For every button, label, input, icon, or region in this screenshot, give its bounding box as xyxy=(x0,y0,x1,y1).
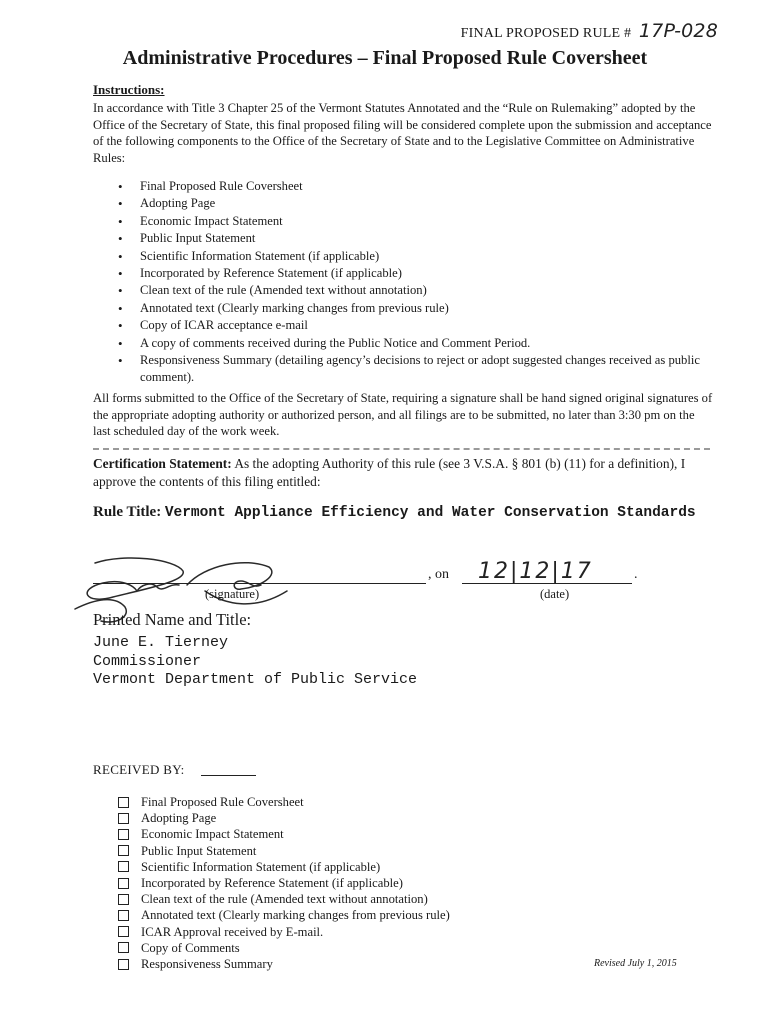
checkbox-label: Economic Impact Statement xyxy=(141,827,284,842)
rule-number-label: FINAL PROPOSED RULE # xyxy=(460,26,632,41)
signer-department: Vermont Department of Public Service xyxy=(93,671,418,689)
checkbox[interactable] xyxy=(118,829,129,840)
rule-title xyxy=(93,502,713,523)
list-item: • Final Proposed Rule Coversheet xyxy=(118,178,718,195)
list-item xyxy=(118,956,450,972)
component-checklist xyxy=(118,178,718,387)
list-item: • Public Input Statement xyxy=(118,230,718,247)
checkbox-label: Public Input Statement xyxy=(141,843,257,858)
list-item xyxy=(118,891,450,907)
certification-label: Certification Statement: xyxy=(93,456,232,471)
list-item: • Scientific Information Statement (if applicable) xyxy=(118,248,718,265)
checkbox[interactable] xyxy=(118,926,129,937)
list-item: • A copy of comments received during the Public Notice and Comment Period. xyxy=(118,335,718,352)
checkbox[interactable] xyxy=(118,797,129,808)
list-item xyxy=(118,843,450,859)
checkbox-label: Annotated text (Clearly marking changes from previous rule) xyxy=(141,908,450,923)
checkbox-label: Responsiveness Summary xyxy=(141,957,273,972)
received-checklist xyxy=(118,794,450,972)
filing-note: All forms submitted to the Office of the Secretary of State, requiring a signature shall be hand signed original signatures of the appropriate adopting authority or authorized person, and all filings are to be submitted, no later than 3:30 pm on the last scheduled day of the work week. xyxy=(93,391,713,439)
received-by-line xyxy=(201,775,256,776)
checkbox-label: Clean text of the rule (Amended text without annotation) xyxy=(141,892,428,907)
list-item: • Incorporated by Reference Statement (if applicable) xyxy=(118,265,718,282)
printed-name-label: Printed Name and Title: xyxy=(93,610,252,629)
checkbox[interactable] xyxy=(118,959,129,970)
rule-number-handwritten: 17P-028 xyxy=(638,20,718,42)
signature-line xyxy=(93,583,426,584)
date-on-label: , on xyxy=(428,567,449,582)
checkbox-label: Scientific Information Statement (if applicable) xyxy=(141,859,381,874)
rule-title-label: Rule Title: xyxy=(93,504,162,520)
checkbox[interactable] xyxy=(118,910,129,921)
list-item xyxy=(118,907,450,923)
list-item xyxy=(118,940,450,956)
list-item: • Economic Impact Statement xyxy=(118,213,718,230)
signature-caption: (signature) xyxy=(205,587,260,601)
date-line xyxy=(462,583,632,584)
instructions-intro: In accordance with Title 3 Chapter 25 of the Vermont Statutes Annotated and the “Rule on Rulemaking” adopted by the Office of the Secretary of State, this final proposed filing will be considered complete upon the submission and acceptance of the following components to the Office of the Secretary of State and to the Legislative Committee on Administrative Rules: xyxy=(93,101,712,165)
received-by-label: RECEIVED BY: xyxy=(93,762,185,777)
checkbox-label: Copy of Comments xyxy=(141,940,240,955)
checkbox-label: Adopting Page xyxy=(141,811,217,826)
page-title: Administrative Procedures – Final Proposed Rule Coversheet xyxy=(122,47,648,69)
list-item: • Responsiveness Summary (detailing agency’s decisions to reject or adopt suggested changes received as public comment). xyxy=(118,352,718,387)
list-item: • Copy of ICAR acceptance e-mail xyxy=(118,317,718,334)
list-item xyxy=(118,859,450,875)
instructions-heading: Instructions: xyxy=(93,82,165,97)
list-item: • Clean text of the rule (Amended text without annotation) xyxy=(118,282,718,299)
certification-statement xyxy=(93,455,713,491)
signer-title: Commissioner xyxy=(93,652,202,670)
rule-number-line xyxy=(461,20,718,42)
date-caption: (date) xyxy=(540,587,570,601)
signer-block xyxy=(93,634,417,690)
date-handwritten: 12|12|17 xyxy=(478,559,593,584)
list-item xyxy=(118,794,450,810)
checkbox-label: Incorporated by Reference Statement (if applicable) xyxy=(141,876,403,891)
list-item xyxy=(118,810,450,826)
list-item xyxy=(118,826,450,842)
section-divider xyxy=(93,448,710,450)
checkbox[interactable] xyxy=(118,861,129,872)
checkbox-label: Final Proposed Rule Coversheet xyxy=(141,795,304,809)
checkbox[interactable] xyxy=(118,894,129,905)
checkbox-label: ICAR Approval received by E-mail. xyxy=(141,924,324,939)
revision-note: Revised July 1, 2015 xyxy=(594,958,677,969)
list-item: • Annotated text (Clearly marking changes from previous rule) xyxy=(118,300,718,317)
checkbox[interactable] xyxy=(118,845,129,856)
certification-text: As the adopting Authority of this rule (see 3 V.S.A. § 801 (b) (11) for a definition), I approve the contents of this filing entitled: xyxy=(93,456,686,489)
rule-title-value: Vermont Appliance Efficiency and Water Conservation Standards xyxy=(164,505,696,521)
list-item: • Adopting Page xyxy=(118,195,718,212)
date-period: . xyxy=(634,567,638,582)
list-item xyxy=(118,875,450,891)
signer-name: June E. Tierney xyxy=(93,634,229,651)
list-item xyxy=(118,924,450,940)
checkbox[interactable] xyxy=(118,813,129,824)
checkbox[interactable] xyxy=(118,878,129,889)
checkbox[interactable] xyxy=(118,942,129,953)
